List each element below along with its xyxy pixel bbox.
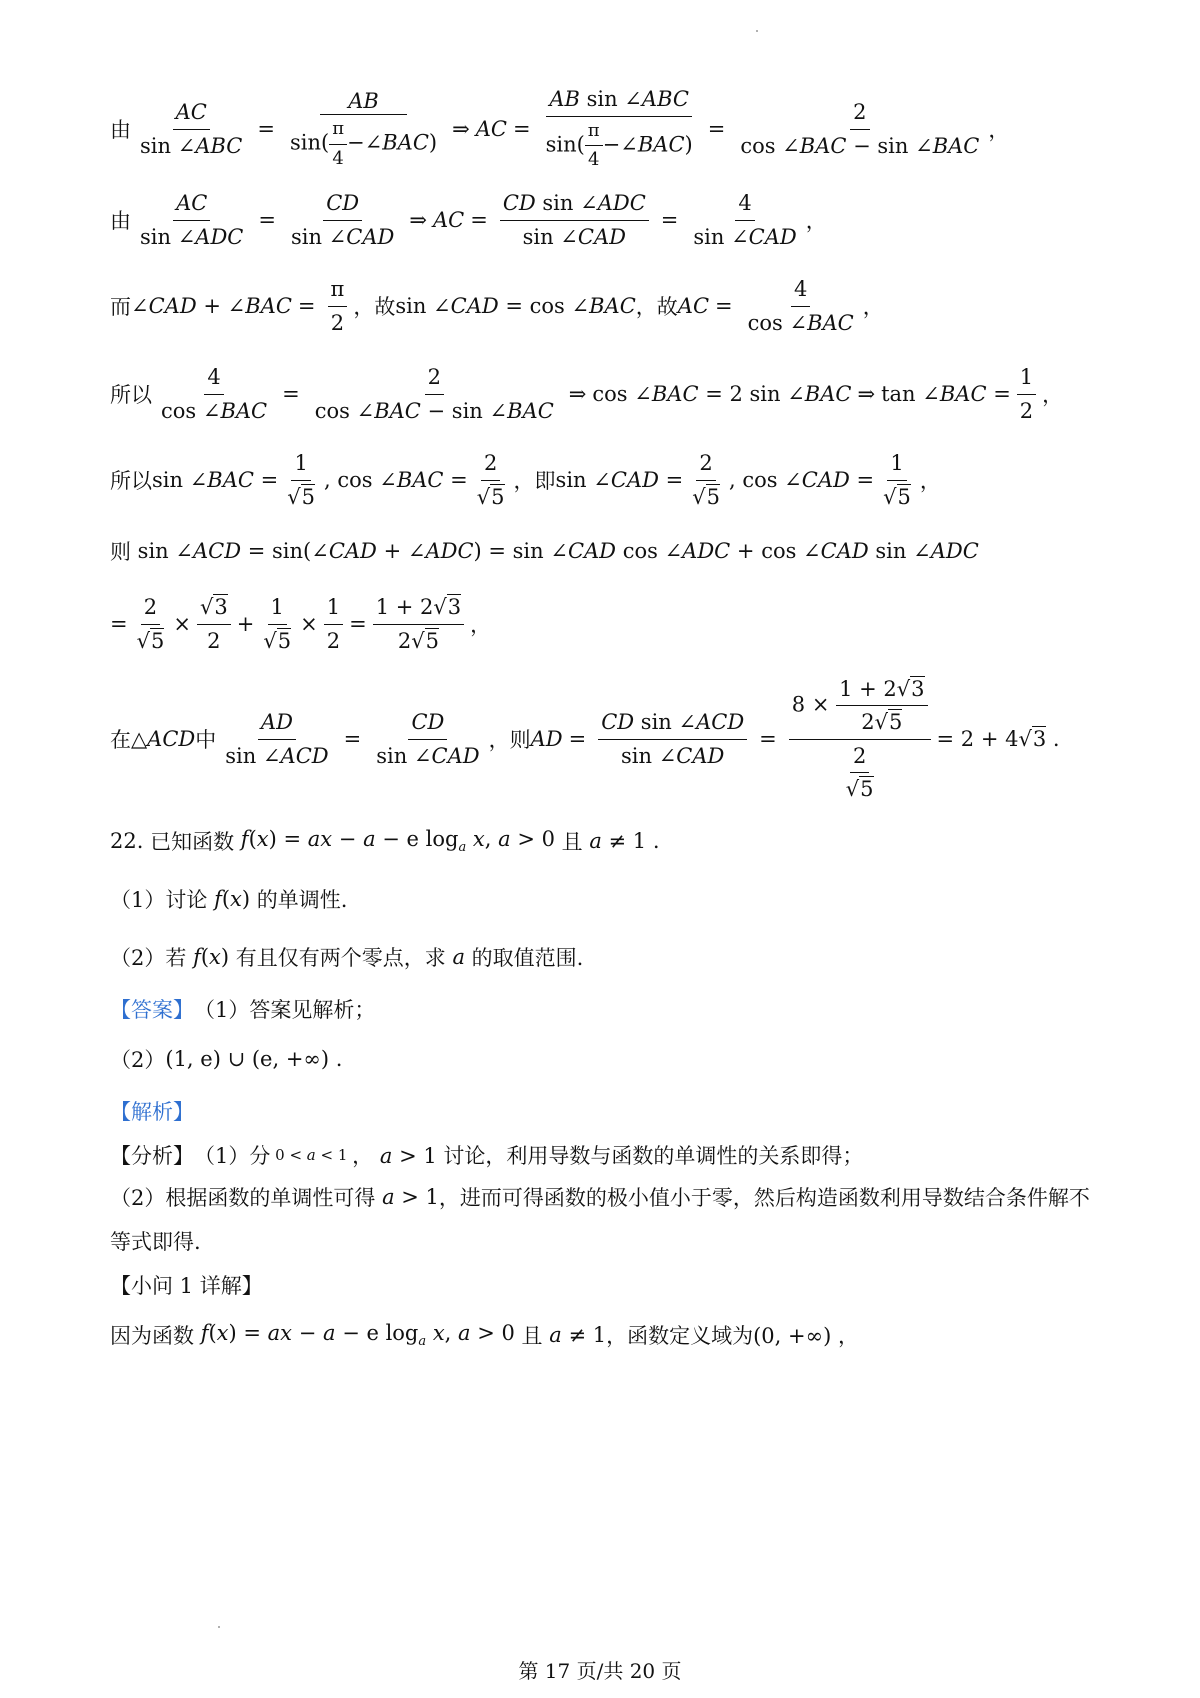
sub1-line-1: 因为函数 f(x) = ax − a − e $\log_a x$, a > 0 且 a ≠ 1 ，函数定义域为 (0, +∞) ， xyxy=(110,1320,859,1350)
solution-line-4: 所以 $\frac{4}{\text{cos ∠BAC}}$ = $\frac{2}{\text{cos ∠BAC − sin ∠BAC}}$ ⇒ cos ∠BAC = 2 sin ∠BAC ⇒ tan ∠BAC = $\frac{1}{2}$ ， xyxy=(110,365,1064,423)
solution-line-3: 而 ∠CAD + ∠BAC = $\frac{\pi}{2}$ ，故 sin ∠CAD = cos ∠BAC ，故 AC = $\frac{4}{\text{cos ∠BAC}}$ ， xyxy=(110,277,884,335)
answer-line-1: 【答案】 （1）答案见解析； xyxy=(110,994,375,1024)
solution-line-6: 则 sin ∠ACD = sin(∠CAD + ∠ADC) = sin ∠CAD cos ∠ADC + cos ∠CAD sin ∠ADC xyxy=(110,539,979,564)
sub1-tag: 【小问 1 详解】 xyxy=(110,1274,263,1298)
problem-22-q1: （1）讨论 f(x) 的单调性. xyxy=(110,887,348,912)
problem-22-q2: （2）若 f(x) 有且仅有两个零点，求 a 的取值范围. xyxy=(110,945,584,970)
solution-line-2: 由 $\frac{AC}{\text{sin ∠ADC}}$ = $\frac{CD}{\text{sin ∠CAD}}$ ⇒ AC = $\frac{\text{CD sin ∠ADC}}{\text{sin ∠CAD}}$ = $\frac{4}{\text{sin ∠CAD}}$ ， xyxy=(110,191,827,249)
fenxi-line-3: 等式即得. xyxy=(110,1230,201,1254)
problem-22-stem: 22. 已知函数 f(x) = ax − a − e $\log_a x$, a > 0 且 a ≠ 1 . xyxy=(110,826,660,856)
solution-line-7: = 2 √ 5 × √ $\frac{3}{2}$ + 1 √ 5 × $\frac{1}{2}$ = $\frac{1 + 2√ 3}{2√ 5}$ ， xyxy=(110,592,491,656)
solution-line-1: 由 $\frac{AC}{\text{sin ∠ABC}}$ = AB sin( $\frac{\pi}{4}$ −∠BAC) ⇒ AC = AB sin ∠ABC sin( $\frac{\pi}{4}$ −∠BAC) = $\frac{2}{\text{cos ∠BAC − sin ∠BAC}}$ ， xyxy=(110,87,1010,171)
answer-tag: 【答案】 xyxy=(110,998,194,1022)
fenxi-line-1: 【分析】 （1）分 0 < a < 1 ， a > 1 讨论，利用导数与函数的单调性的关系即得； xyxy=(110,1144,864,1168)
answer-line-2: （2） (1, e) ∪ (e, +∞) . xyxy=(110,1047,343,1072)
scan-dot xyxy=(756,30,758,32)
page-footer: 第 17 页/共 20 页 xyxy=(518,1659,682,1683)
solution-line-8: 在 △ ACD 中 $\frac{AD}{\text{sin ∠ACD}}$ = $\frac{CD}{\text{sin ∠CAD}}$ ，则 AD = $\frac{\text{CD sin ∠ACD}}{\text{sin ∠CAD}}$ = 8 × $\frac{1 + 2√ 3}{2√ 5}$ 2 √ 5 = 2 + 4√ 3 . xyxy=(110,680,1060,798)
fenxi-line-2: （2）根据函数的单调性可得 a > 1 ，进而可得函数的极小值小于零，然后构造函数利用导数结合条件解不 xyxy=(110,1185,1090,1210)
solution-line-5: 所以 sin ∠BAC = 1 √ 5 , cos ∠BAC = 2 √ 5 ，即 sin ∠CAD = 2 √ 5 , cos ∠CAD = 1 √ 5 ， xyxy=(110,448,941,512)
scan-dot xyxy=(218,1626,220,1628)
analysis-tag: 【解析】 xyxy=(110,1100,194,1124)
